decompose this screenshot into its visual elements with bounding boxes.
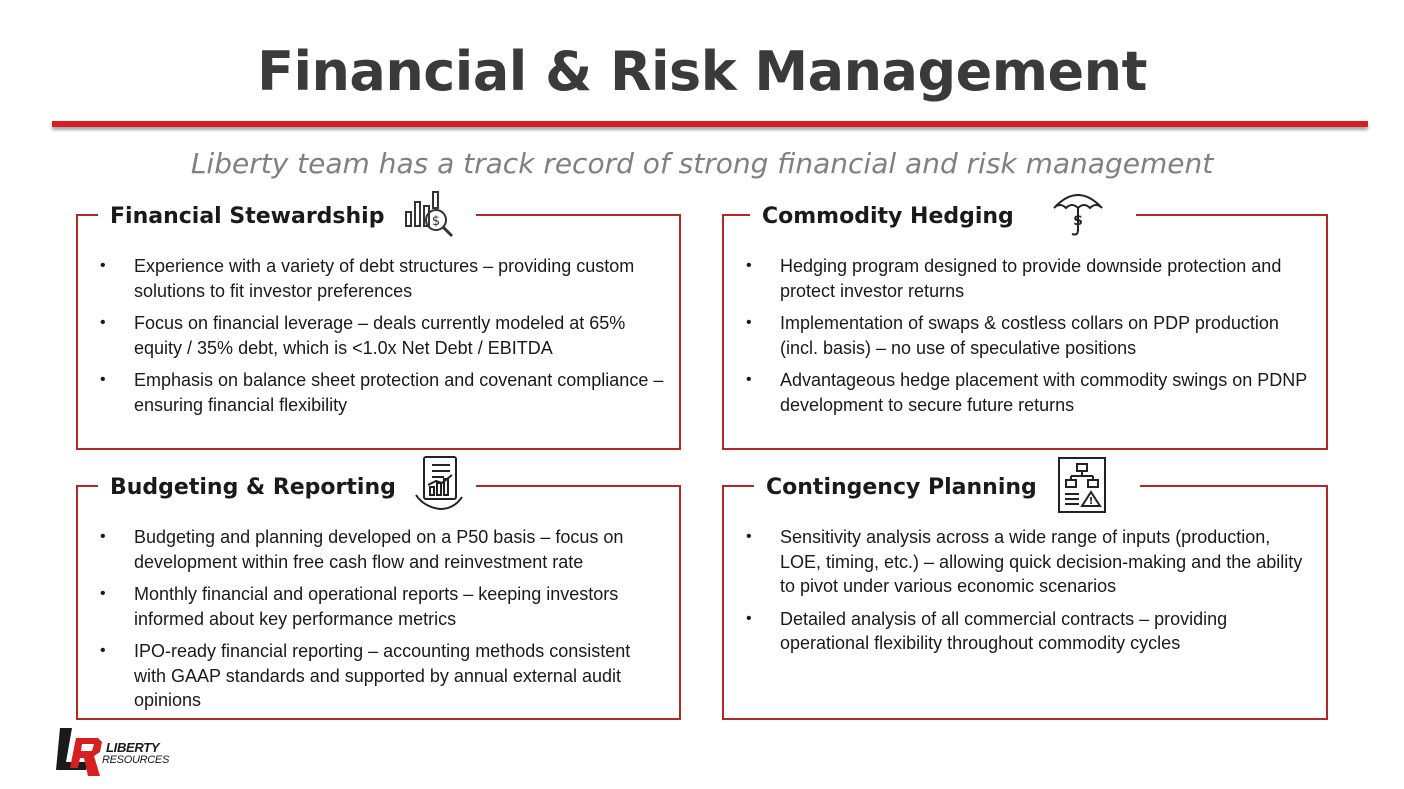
list-item: • Hedging program designed to provide downside protection and protect investor returns	[744, 254, 1312, 303]
list-item: • Implementation of swaps & costless collars on PDP production (incl. basis) – no use of speculative positions	[744, 311, 1312, 360]
commodity-hedging-header	[750, 194, 1136, 238]
budgeting-reporting-title: Budgeting & Reporting	[110, 474, 396, 500]
list-item: • Sensitivity analysis across a wide range of inputs (production, LOE, timing, etc.) – allowing quick decision-making and the ability to pivot under various economic scenarios	[744, 525, 1312, 599]
liberty-logo-mark-icon	[54, 724, 110, 780]
report-chart-hand-icon	[414, 455, 466, 520]
logo-text-liberty: LIBERTY	[106, 740, 160, 755]
liberty-resources-logo	[54, 724, 174, 780]
list-item: • Monthly financial and operational reports – keeping investors informed about key performance metrics	[98, 582, 665, 631]
list-item: • Focus on financial leverage – deals currently modeled at 65% equity / 35% debt, which is <1.0x Net Debt / EBITDA	[98, 311, 665, 360]
finance-chart-magnifier-icon	[402, 186, 458, 247]
commodity-hedging-title: Commodity Hedging	[762, 203, 1014, 229]
contingency-planning-box	[722, 474, 1328, 720]
list-item: • Budgeting and planning developed on a P50 basis – focus on development within free cash flow and reinvestment rate	[98, 525, 665, 574]
page-title: Financial & Risk Management	[257, 40, 1147, 103]
financial-stewardship-header	[98, 194, 476, 238]
svg-text:!: !	[1088, 495, 1094, 507]
svg-text:$: $	[1072, 212, 1083, 229]
list-item: • Experience with a variety of debt structures – providing custom solutions to fit investor preferences	[98, 254, 665, 303]
contingency-planning-title: Contingency Planning	[766, 474, 1037, 500]
title-divider	[52, 121, 1368, 127]
budgeting-reporting-header	[98, 465, 476, 509]
page-subtitle: Liberty team has a track record of strong financial and risk management	[190, 147, 1214, 180]
list-item: • Emphasis on balance sheet protection and covenant compliance – ensuring financial flexibility	[98, 368, 665, 417]
contingency-planning-header	[754, 465, 1140, 509]
org-chart-warning-icon	[1057, 456, 1107, 519]
budgeting-reporting-box	[76, 474, 681, 720]
list-item: • IPO-ready financial reporting – accounting methods consistent with GAAP standards and supported by annual external audit opinions	[98, 639, 665, 713]
list-item: • Detailed analysis of all commercial contracts – providing operational flexibility throughout commodity cycles	[744, 607, 1312, 656]
financial-stewardship-title: Financial Stewardship	[110, 203, 385, 229]
logo-text-resources: RESOURCES	[102, 754, 169, 766]
umbrella-dollar-icon	[1050, 188, 1106, 245]
list-item: • Advantageous hedge placement with commodity swings on PDNP development to secure future returns	[744, 368, 1312, 417]
svg-text:$: $	[432, 213, 441, 229]
commodity-hedging-box	[722, 203, 1328, 450]
financial-stewardship-box	[76, 203, 681, 450]
